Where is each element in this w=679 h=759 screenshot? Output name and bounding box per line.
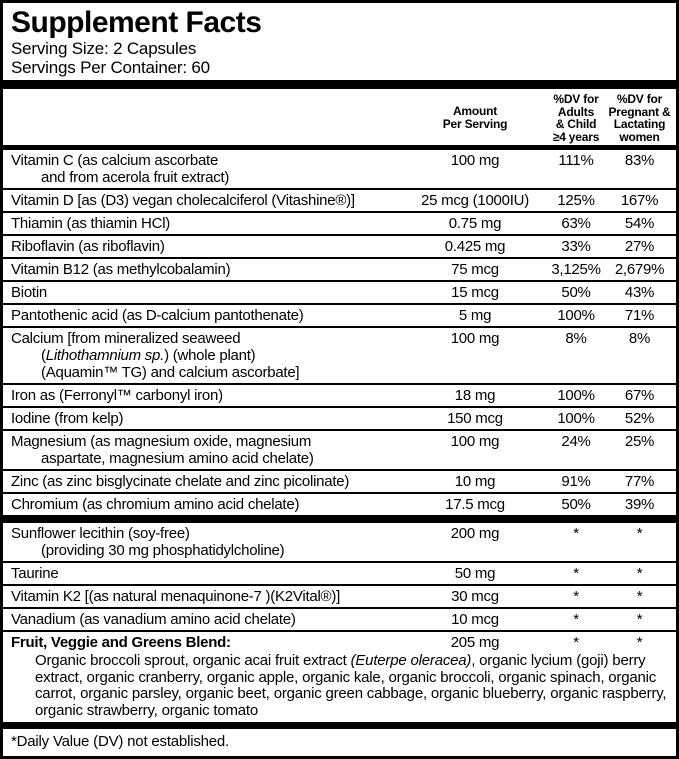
nutrient-name: Fruit, Veggie and Greens Blend: <box>11 634 231 651</box>
amount-cell: 150 mcg <box>447 410 503 427</box>
table-row <box>3 328 676 385</box>
dv-adults-cell: 63% <box>561 215 591 232</box>
nutrient-name: Vanadium (as vanadium amino acid chelate) <box>11 611 296 628</box>
amount-cell: 18 mg <box>454 387 496 404</box>
nutrient-name: Taurine <box>11 565 59 582</box>
blend-description: Organic broccoli sprout, organic acai fruit extract (Euterpe oleracea), organic lycium (goji) berry extract, organic cranberry, organic apple, organic kale, organic broccoli, organic spinach, organic carrot, organic parsley, organic beet, organic green cabbage, organic blueberry, organic raspberry, organic strawberry, organic tomato <box>35 652 667 719</box>
amount-cell: 15 mcg <box>451 284 499 301</box>
table-row <box>3 431 676 471</box>
table-row <box>3 259 676 282</box>
amount-cell: 5 mg <box>458 307 492 324</box>
amount-cell: 0.425 mg <box>444 238 506 255</box>
dv-adults-cell: 125% <box>557 192 595 209</box>
amount-cell: 30 mcg <box>451 588 499 605</box>
amount-cell: 200 mg <box>450 525 500 542</box>
dv-adults-cell: 100% <box>557 410 595 427</box>
table-row <box>3 563 676 586</box>
serving-size: Serving Size: 2 Capsules <box>11 39 197 58</box>
nutrient-name: Riboflavin (as riboflavin) <box>11 238 165 255</box>
table-row <box>3 150 676 190</box>
divider-thick-top <box>3 80 676 89</box>
dv-adults-cell: * <box>573 588 579 605</box>
divider-thick-footnote <box>3 722 676 729</box>
nutrient-table <box>3 150 676 722</box>
amount-cell: 25 mcg (1000IU) <box>421 192 529 209</box>
table-row <box>3 305 676 328</box>
amount-cell: 205 mg <box>450 634 500 651</box>
amount-cell: 100 mg <box>450 433 500 450</box>
table-row <box>3 190 676 213</box>
nutrient-name: Sunflower lecithin (soy-free) (providing 30 mg phosphatidylcholine) <box>11 525 285 559</box>
dv-pregnant-cell: 43% <box>624 284 655 301</box>
nutrient-name: Vitamin B12 (as methylcobalamin) <box>11 261 231 278</box>
dv-pregnant-cell: 77% <box>624 473 655 490</box>
table-row <box>3 282 676 305</box>
nutrient-name: Vitamin C (as calcium ascorbate and from acerola fruit extract) <box>11 152 230 186</box>
nutrient-name: Iron as (Ferronyl™ carbonyl iron) <box>11 387 223 404</box>
dv-pregnant-cell: * <box>636 525 643 542</box>
dv-pregnant-cell: 52% <box>624 410 655 427</box>
column-header-amount: Amount Per Serving <box>442 104 508 131</box>
amount-cell: 100 mg <box>450 330 500 347</box>
dv-pregnant-cell: * <box>636 634 643 651</box>
dv-pregnant-cell: 2,679% <box>614 261 665 278</box>
table-row <box>3 632 676 722</box>
nutrient-name: Vitamin D [as (D3) vegan cholecalciferol (Vitashine®)] <box>11 192 355 209</box>
table-row <box>3 471 676 494</box>
table-row <box>3 236 676 259</box>
dv-adults-cell: 91% <box>561 473 591 490</box>
amount-cell: 75 mcg <box>451 261 499 278</box>
label-title: Supplement Facts <box>11 6 262 39</box>
dv-adults-cell: 50% <box>561 496 591 513</box>
dv-pregnant-cell: 39% <box>624 496 655 513</box>
table-row <box>3 609 676 632</box>
table-row <box>3 213 676 236</box>
nutrient-name: Iodine (from kelp) <box>11 410 124 427</box>
nutrient-name: Zinc (as zinc bisglycinate chelate and zinc picolinate) <box>11 473 350 490</box>
dv-pregnant-cell: 54% <box>624 215 655 232</box>
nutrient-name: Chromium (as chromium amino acid chelate) <box>11 496 300 513</box>
nutrient-name: Magnesium (as magnesium oxide, magnesium aspartate, magnesium amino acid chelate) <box>11 433 314 467</box>
dv-pregnant-cell: * <box>636 588 643 605</box>
dv-pregnant-cell: 25% <box>624 433 655 450</box>
column-headers <box>3 89 676 145</box>
dv-pregnant-cell: 67% <box>624 387 655 404</box>
servings-per-container: Servings Per Container: 60 <box>11 58 210 77</box>
dv-adults-cell: 100% <box>557 387 595 404</box>
table-row <box>3 494 676 515</box>
amount-cell: 100 mg <box>450 152 500 169</box>
dv-adults-cell: 111% <box>558 152 594 169</box>
amount-cell: 10 mg <box>454 473 496 490</box>
dv-adults-cell: 33% <box>561 238 591 255</box>
amount-cell: 10 mcg <box>451 611 499 628</box>
amount-cell: 17.5 mcg <box>445 496 505 513</box>
dv-adults-cell: * <box>573 525 579 542</box>
nutrient-name: Pantothenic acid (as D-calcium pantothenate) <box>11 307 304 324</box>
nutrient-name: Thiamin (as thiamin HCl) <box>11 215 171 232</box>
amount-cell: 0.75 mg <box>448 215 502 232</box>
dv-pregnant-cell: * <box>636 565 643 582</box>
table-row <box>3 523 676 563</box>
dv-adults-cell: 100% <box>557 307 595 324</box>
nutrient-name: Biotin <box>11 284 48 301</box>
divider-thick-section <box>3 515 676 523</box>
dv-pregnant-cell: 27% <box>624 238 655 255</box>
dv-adults-cell: 3,125% <box>551 261 601 278</box>
table-row <box>3 408 676 431</box>
footnote: *Daily Value (DV) not established. <box>11 733 230 750</box>
dv-adults-cell: * <box>573 611 579 628</box>
column-header-dv-pregnant: %DV for Pregnant & Lactating women <box>608 92 671 144</box>
dv-adults-cell: 8% <box>565 330 587 347</box>
dv-adults-cell: * <box>573 634 579 651</box>
amount-cell: 50 mg <box>454 565 496 582</box>
dv-adults-cell: * <box>573 565 579 582</box>
dv-adults-cell: 24% <box>561 433 591 450</box>
dv-pregnant-cell: 8% <box>628 330 651 347</box>
dv-pregnant-cell: 83% <box>624 152 655 169</box>
dv-adults-cell: 50% <box>561 284 591 301</box>
nutrient-name: Vitamin K2 [(as natural menaquinone-7 )(K2Vital®)] <box>11 588 341 605</box>
table-row <box>3 385 676 408</box>
nutrient-name: Calcium [from mineralized seaweed (Lithothamnium sp.) (whole plant) (Aquamin™ TG) and calcium ascorbate] <box>11 330 300 381</box>
column-header-dv-adults: %DV for Adults & Child ≥4 years <box>552 92 600 144</box>
table-row <box>3 586 676 609</box>
dv-pregnant-cell: 71% <box>624 307 655 324</box>
dv-pregnant-cell: 167% <box>620 192 659 209</box>
dv-pregnant-cell: * <box>636 611 643 628</box>
